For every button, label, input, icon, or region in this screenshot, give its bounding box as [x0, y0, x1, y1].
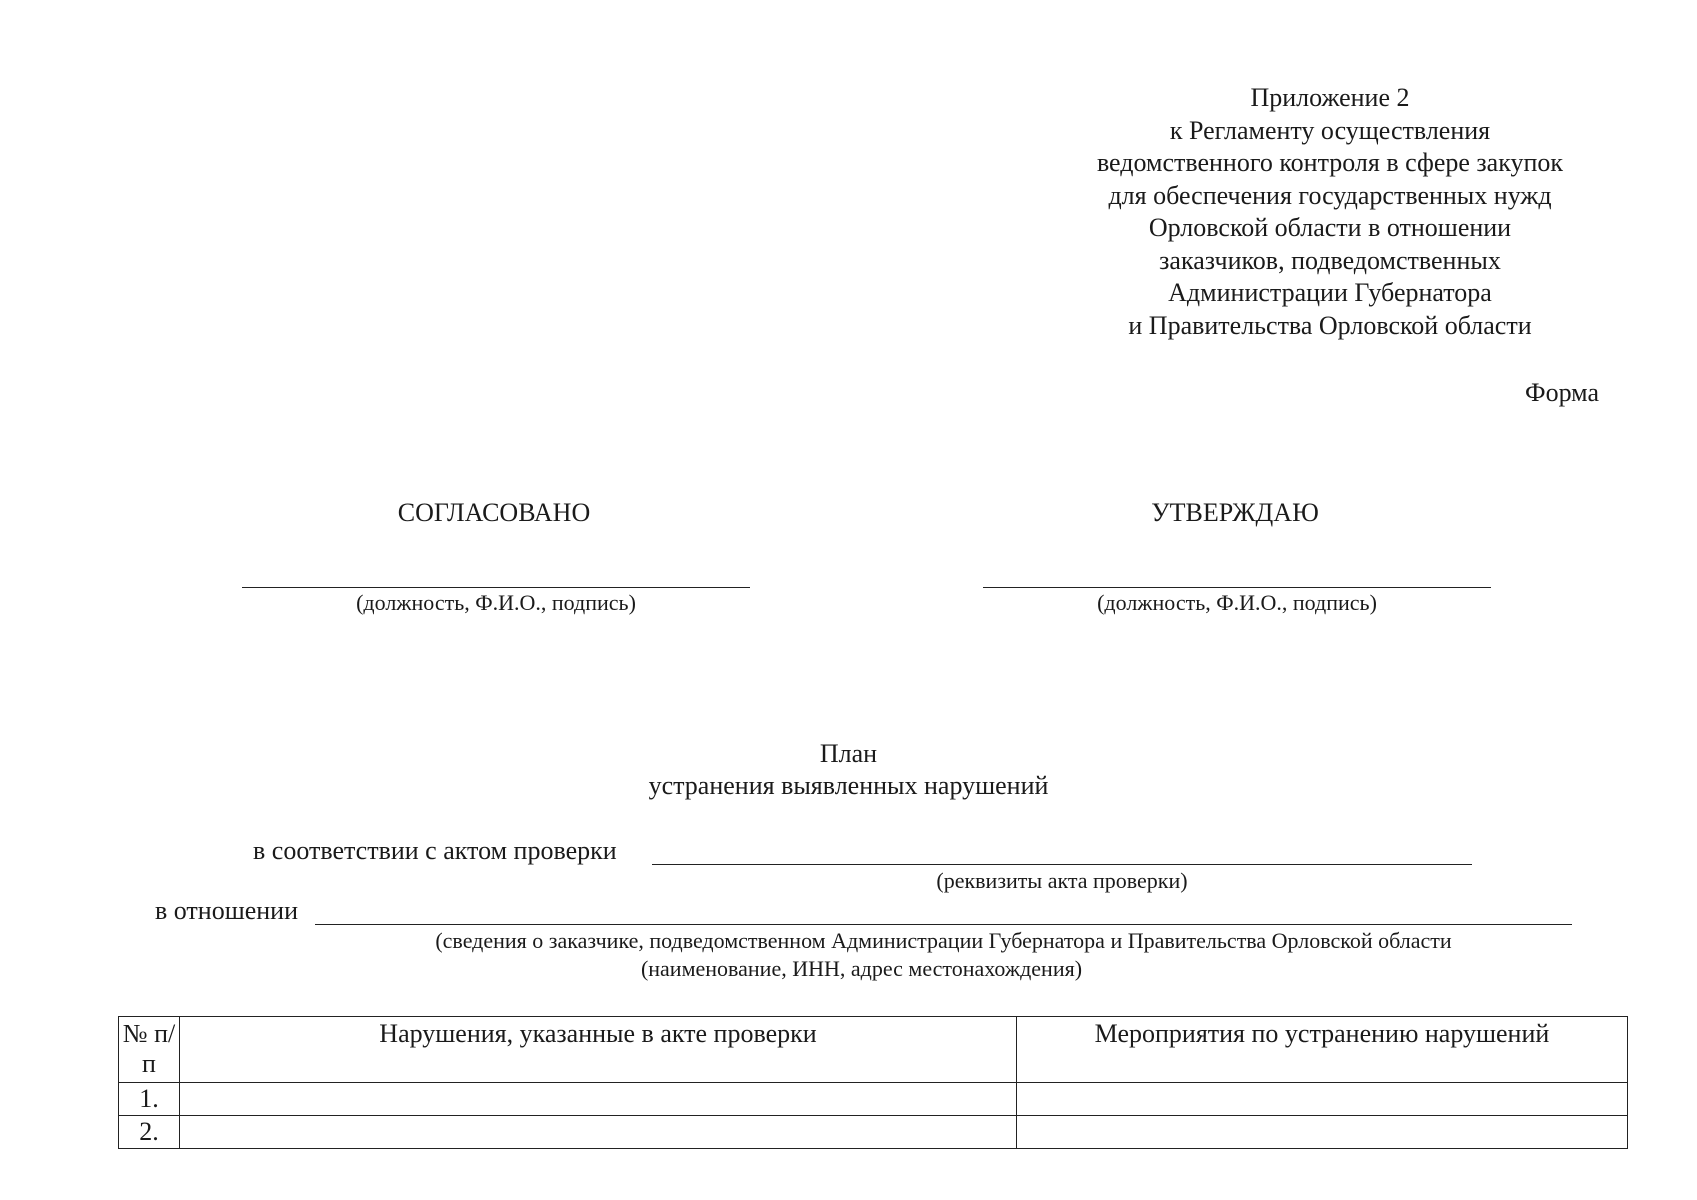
header-measures: Мероприятия по устранению нарушений — [1017, 1017, 1628, 1083]
agreed-signature-line[interactable] — [242, 587, 750, 588]
act-field-label: в соответствии с актом проверки — [253, 836, 617, 865]
plan-table — [118, 1016, 1628, 1149]
annex-header — [1030, 82, 1630, 342]
approved-signature-line[interactable] — [983, 587, 1491, 588]
header-violations: Нарушения, указанные в акте проверки — [180, 1017, 1017, 1083]
table-header-row — [119, 1017, 1628, 1083]
form-label: Форма — [1525, 378, 1599, 407]
agreed-signature-caption: (должность, Ф.И.О., подпись) — [356, 590, 636, 615]
annex-header-line: ведомственного контроля в сфере закупок — [1096, 148, 1564, 177]
document-title-line1: План — [819, 739, 878, 768]
header-num: № п/п — [119, 1017, 180, 1083]
annex-header-line: для обеспечения государственных нужд — [1108, 180, 1552, 210]
table-row — [119, 1116, 1628, 1149]
approval-agreed-title: СОГЛАСОВАНО — [397, 498, 591, 527]
measure-cell[interactable] — [1017, 1083, 1628, 1116]
annex-header-line: Орловской области в отношении — [1148, 213, 1512, 242]
annex-header-line: Администрации Губернатора — [1168, 278, 1492, 307]
document-title — [0, 738, 1697, 802]
subject-field-caption: (сведения о заказчике, подведомственном Администрации Губернатора и Правительства Орловской области — [435, 928, 1452, 953]
violation-cell[interactable] — [180, 1116, 1017, 1149]
row-number: 2. — [119, 1116, 180, 1149]
act-field-line[interactable] — [652, 864, 1472, 865]
approved-signature-caption: (должность, Ф.И.О., подпись) — [1097, 590, 1377, 615]
subject-field-line[interactable] — [315, 924, 1572, 925]
table-row — [119, 1083, 1628, 1116]
document-title-line2: устранения выявленных нарушений — [648, 771, 1049, 800]
subject-field-label: в отношении — [155, 896, 299, 925]
act-field-caption: (реквизиты акта проверки) — [936, 868, 1188, 893]
subject-field-caption-2: (наименование, ИНН, адрес местонахождения) — [640, 956, 1083, 981]
annex-header-line: заказчиков, подведомственных — [1159, 245, 1501, 275]
annex-header-line: Приложение 2 — [1250, 83, 1410, 112]
annex-header-line: к Регламенту осуществления — [1169, 115, 1491, 145]
violation-cell[interactable] — [180, 1083, 1017, 1116]
annex-header-line: и Правительства Орловской области — [1128, 310, 1532, 340]
measure-cell[interactable] — [1017, 1116, 1628, 1149]
approval-approved-title: УТВЕРЖДАЮ — [1151, 498, 1319, 527]
row-number: 1. — [119, 1083, 180, 1116]
